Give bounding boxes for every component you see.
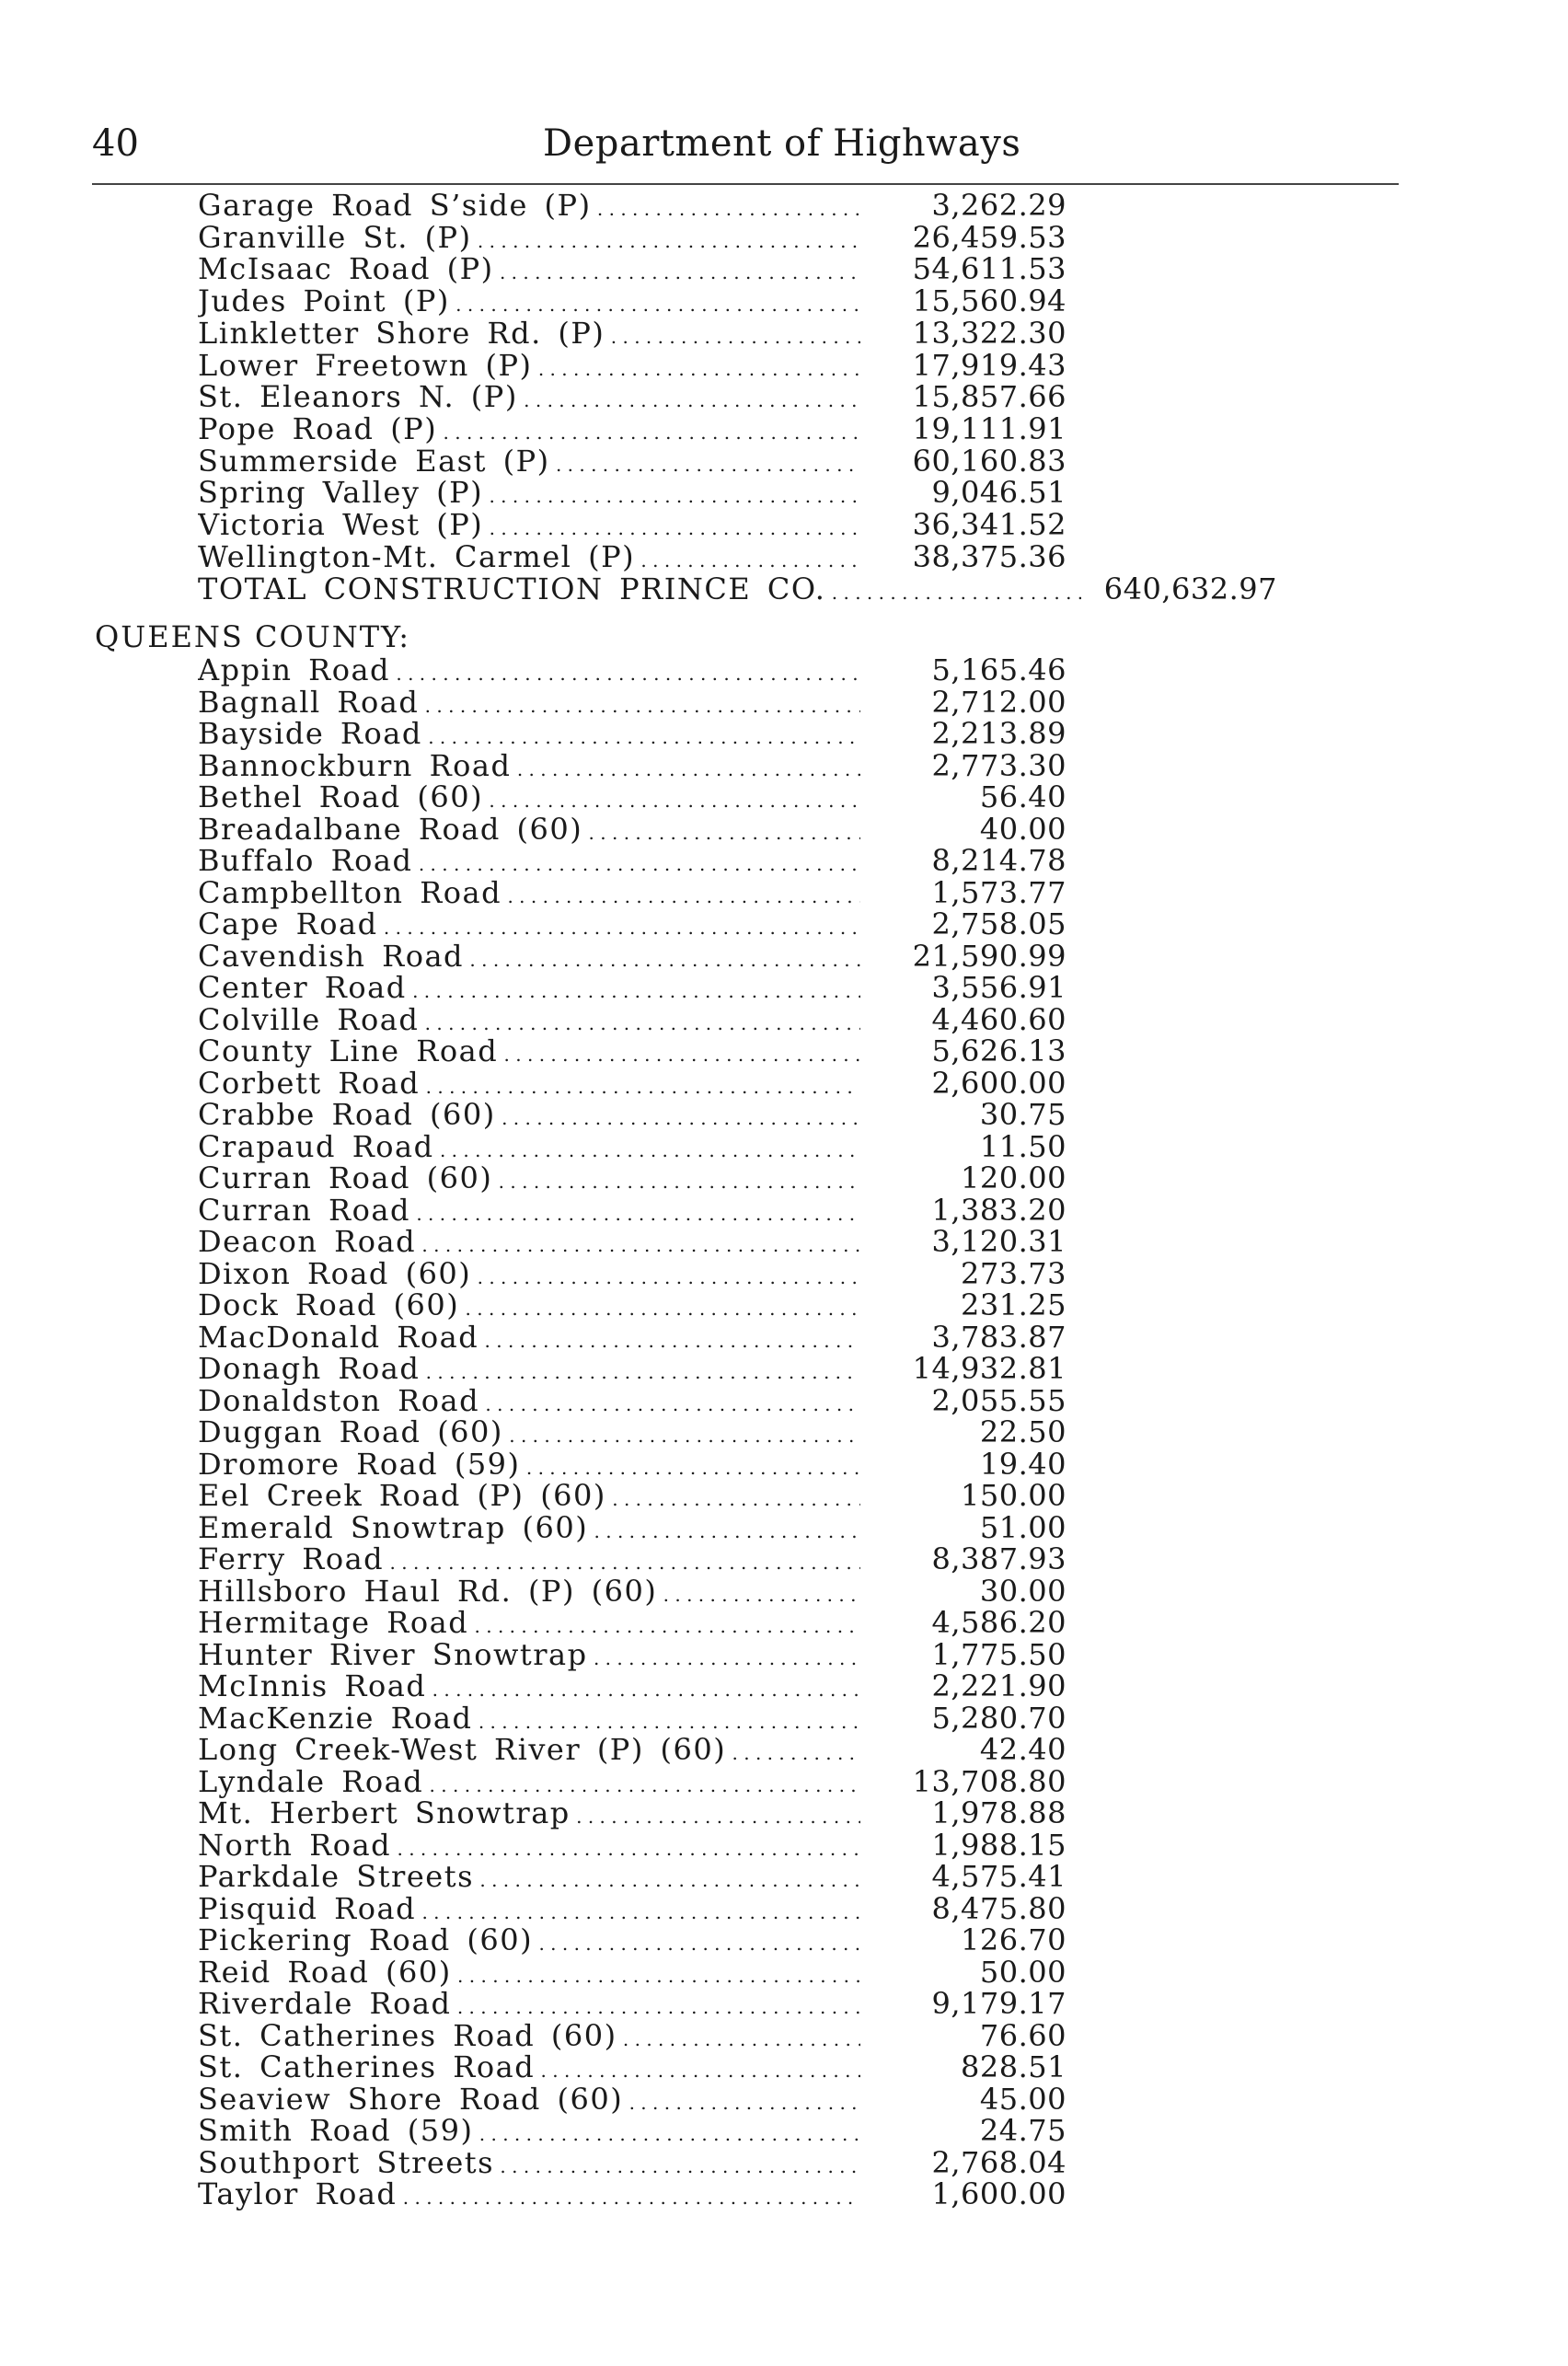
entry-row: [0, 2051, 1568, 2083]
entry-amount: 40.00: [979, 811, 1066, 847]
entry-row: [0, 1734, 1568, 1765]
entry-amount: 22.50: [979, 1414, 1066, 1449]
entry-row: [0, 938, 1568, 974]
entry-amount: 9,179.17: [931, 1986, 1066, 2021]
entry-row: [0, 1226, 1568, 1257]
entry-name: Campbellton Road . . .: [198, 877, 860, 912]
entry-row: [0, 2083, 1568, 2115]
entry-name: Long Creek-West River (P) (60) . . .: [198, 1734, 860, 1769]
entry-row: [0, 1797, 1568, 1829]
entry-row: [0, 1829, 1568, 1861]
entry-amount: 76.60: [979, 2017, 1066, 2053]
entry-row: [0, 1128, 1568, 1164]
entry-name: Victoria West (P) . . .: [198, 509, 860, 544]
entry-name: Curran Road . . .: [198, 1195, 860, 1229]
entry-amount: 38,375.36: [912, 538, 1066, 574]
entry-name: Buffalo Road . . .: [198, 845, 860, 880]
entry-name: McIsaac Road (P) . . .: [198, 253, 860, 288]
entry-amount: 54,611.53: [912, 251, 1066, 287]
entry-amount: 1,978.88: [931, 1795, 1066, 1830]
entry-amount: 2,768.04: [931, 2144, 1066, 2180]
entry-amount: 1,988.15: [931, 1827, 1066, 1863]
running-head-title: Department of Highways: [543, 122, 1021, 165]
entry-amount: 126.70: [961, 1922, 1066, 1957]
entry-name: Duggan Road (60) . . .: [198, 1416, 860, 1451]
entry-row: [0, 874, 1568, 910]
entry-row: [0, 1001, 1568, 1037]
entry-row: [0, 251, 1568, 287]
entry-amount: 15,560.94: [912, 283, 1066, 319]
entry-amount: 2,055.55: [931, 1382, 1066, 1418]
entry-row: [0, 1702, 1568, 1734]
entry-amount: 3,262.29: [931, 188, 1066, 223]
entry-row: [0, 1670, 1568, 1702]
entry-name: Linkletter Shore Rd. (P) . . .: [198, 317, 860, 352]
entry-row: [0, 538, 1568, 574]
entry-amount: 4,586.20: [931, 1605, 1066, 1640]
entry-row: [0, 747, 1568, 783]
entry-row: [0, 190, 1568, 221]
entry-name: MacKenzie Road . . .: [198, 1702, 860, 1737]
entry-row: [0, 811, 1568, 847]
entry-name: Smith Road (59) . . .: [198, 2115, 860, 2150]
entry-amount: 2,221.90: [931, 1668, 1066, 1703]
entry-amount: 9,046.51: [931, 475, 1066, 511]
entry-amount: 273.73: [961, 1255, 1066, 1291]
entry-name: Judes Point (P) . . .: [198, 285, 860, 320]
entry-name: Dixon Road (60) . . .: [198, 1258, 860, 1293]
entry-name: Garage Road S’side (P) . . .: [198, 190, 860, 225]
page-number: 40: [92, 122, 139, 165]
entry-amount: 8,475.80: [931, 1890, 1066, 1926]
entry-name: Hunter River Snowtrap . . .: [198, 1639, 860, 1674]
entry-amount: 24.75: [979, 2113, 1066, 2148]
entry-amount: 13,708.80: [912, 1763, 1066, 1799]
entry-row: [0, 1065, 1568, 1101]
entry-name: Crabbe Road (60) . . .: [198, 1099, 860, 1134]
entry-name: Reid Road (60) . . .: [198, 1956, 860, 1991]
entry-amount: 120.00: [961, 1160, 1066, 1195]
entry-row: [0, 475, 1568, 511]
entry-name: Lyndale Road . . .: [198, 1766, 860, 1801]
entry-amount: 45.00: [979, 2081, 1066, 2117]
entry-row: [0, 781, 1568, 813]
entry-row: [0, 908, 1568, 940]
entry-row: [0, 379, 1568, 415]
county-heading: QUEENS COUNTY:: [95, 619, 410, 654]
entry-row: [0, 1255, 1568, 1291]
entry-row: [0, 1416, 1568, 1448]
entry-row: [0, 1988, 1568, 2019]
entry-name: Bethel Road (60) . . .: [198, 781, 860, 816]
entry-name: Pope Road (P) . . .: [198, 413, 860, 448]
entry-amount: 2,712.00: [931, 684, 1066, 720]
entry-amount: 5,626.13: [931, 1033, 1066, 1068]
entry-name: Hermitage Road . . .: [198, 1607, 860, 1642]
entry-row: [0, 1956, 1568, 1988]
entry-name: Crapaud Road . . .: [198, 1131, 860, 1166]
entry-row: [0, 1543, 1568, 1575]
entry-row: [0, 1289, 1568, 1321]
entry-amount: 60,160.83: [912, 443, 1066, 479]
entry-name: Curran Road (60) . . .: [198, 1162, 860, 1197]
entry-row: [0, 845, 1568, 876]
entry-amount: 5,280.70: [931, 1700, 1066, 1736]
entry-amount: 19,111.91: [912, 410, 1066, 446]
entry-name: Donagh Road . . .: [198, 1353, 860, 1388]
entry-amount: 51.00: [979, 1509, 1066, 1545]
entry-row: [0, 1353, 1568, 1384]
entry-row: [0, 347, 1568, 383]
entry-amount: 1,775.50: [931, 1636, 1066, 1672]
entry-name: Spring Valley (P) . . .: [198, 477, 860, 512]
entry-row: [0, 219, 1568, 255]
entry-name: Colville Road . . .: [198, 1004, 860, 1039]
entry-row: [0, 1480, 1568, 1511]
entry-amount: 3,120.31: [931, 1224, 1066, 1259]
entry-name: Cape Road . . .: [198, 908, 860, 943]
entry-name: Seaview Shore Road (60) . . .: [198, 2083, 860, 2118]
entry-amount: 2,600.00: [931, 1065, 1066, 1101]
entry-amount: 26,459.53: [912, 219, 1066, 255]
entry-name: Corbett Road . . .: [198, 1068, 860, 1102]
entry-row: [0, 317, 1568, 349]
entry-name: Bagnall Road . . .: [198, 687, 860, 721]
entry-amount: 231.25: [961, 1287, 1066, 1322]
entry-amount: 30.75: [979, 1097, 1066, 1132]
entry-row: [0, 1035, 1568, 1067]
entry-amount: 2,773.30: [931, 747, 1066, 783]
entry-row: [0, 2178, 1568, 2210]
entry-row: [0, 2017, 1568, 2053]
entry-row: [0, 1607, 1568, 1638]
entry-name: MacDonald Road . . .: [198, 1321, 860, 1356]
entry-name: Center Road . . .: [198, 972, 860, 1007]
entry-row: [0, 972, 1568, 1003]
entry-amount: 2,758.05: [931, 906, 1066, 941]
entry-name: Donaldston Road . . .: [198, 1385, 860, 1420]
entry-row: [0, 1099, 1568, 1130]
entry-name: Taylor Road . . .: [198, 2178, 860, 2213]
entry-amount: 42.40: [979, 1732, 1066, 1767]
entry-name: McInnis Road . . .: [198, 1670, 860, 1705]
entry-row: [0, 1321, 1568, 1353]
entry-row: [0, 1763, 1568, 1799]
entry-name: Eel Creek Road (P) (60) . . .: [198, 1480, 860, 1515]
entry-name: Cavendish Road . . .: [198, 941, 860, 975]
entry-amount: 1,600.00: [931, 2176, 1066, 2211]
entry-amount: 19.40: [979, 1446, 1066, 1482]
entry-name: Mt. Herbert Snowtrap . . .: [198, 1797, 860, 1832]
entry-name: Wellington-Mt. Carmel (P) . . .: [198, 541, 860, 576]
entry-row: [0, 2115, 1568, 2146]
entry-name: Parkdale Streets . . .: [198, 1861, 860, 1896]
entry-amount: 4,575.41: [931, 1859, 1066, 1894]
entry-name: Deacon Road . . .: [198, 1226, 860, 1261]
entry-name: Ferry Road . . .: [198, 1543, 860, 1578]
entry-row: [0, 1509, 1568, 1545]
entry-name: Dromore Road (59) . . .: [198, 1448, 860, 1483]
entry-amount: 15,857.66: [912, 379, 1066, 415]
entry-amount: 1,573.77: [931, 874, 1066, 910]
entry-name: Appin Road . . .: [198, 654, 860, 689]
entry-amount: 30.00: [979, 1573, 1066, 1609]
entry-name: St. Eleanors N. (P) . . .: [198, 381, 860, 416]
entry-name: Southport Streets . . .: [198, 2147, 860, 2182]
entry-amount: 14,932.81: [912, 1351, 1066, 1386]
entry-amount: 3,556.91: [931, 970, 1066, 1005]
entry-name: Bannockburn Road . . .: [198, 750, 860, 785]
entry-name: Hillsboro Haul Rd. (P) (60) . . .: [198, 1575, 860, 1610]
entry-row: [0, 1162, 1568, 1194]
entry-row: [0, 684, 1568, 720]
entry-row: [0, 1890, 1568, 1926]
entry-row: [0, 1448, 1568, 1480]
entry-row: [0, 2144, 1568, 2180]
entry-row: [0, 1575, 1568, 1607]
entry-row: [0, 1636, 1568, 1672]
entry-name: Dock Road (60) . . .: [198, 1289, 860, 1324]
entry-amount: 17,919.43: [912, 347, 1066, 383]
total-label: TOTAL CONSTRUCTION PRINCE CO. . . .: [198, 573, 1081, 608]
entry-name: North Road . . .: [198, 1829, 860, 1864]
entry-amount: 8,214.78: [931, 843, 1066, 878]
entry-row: [0, 654, 1568, 686]
entry-amount: 4,460.60: [931, 1001, 1066, 1037]
entry-name: Breadalbane Road (60) . . .: [198, 814, 860, 848]
entry-row: [0, 1192, 1568, 1228]
entry-amount: 50.00: [979, 1954, 1066, 1990]
prince-total-row: [0, 573, 1568, 605]
entry-amount: 150.00: [961, 1478, 1066, 1513]
entry-name: Pisquid Road . . .: [198, 1893, 860, 1928]
entry-row: [0, 509, 1568, 540]
entry-amount: 5,165.46: [931, 652, 1066, 687]
entry-name: Pickering Road (60) . . .: [198, 1924, 860, 1959]
entry-amount: 828.51: [961, 2049, 1066, 2084]
entry-amount: 8,387.93: [931, 1541, 1066, 1576]
entry-name: County Line Road . . .: [198, 1035, 860, 1070]
entry-name: Bayside Road . . .: [198, 718, 860, 753]
entry-amount: 21,590.99: [912, 938, 1066, 974]
entry-name: Summerside East (P) . . .: [198, 445, 860, 480]
entry-amount: 1,383.20: [931, 1192, 1066, 1228]
total-amount: 640,632.97: [1103, 571, 1277, 606]
entry-row: [0, 1861, 1568, 1892]
entry-name: St. Catherines Road (60) . . .: [198, 2020, 860, 2055]
entry-amount: 2,213.89: [931, 716, 1066, 751]
entry-row: [0, 410, 1568, 446]
entry-row: [0, 1924, 1568, 1956]
entry-row: [0, 285, 1568, 317]
entry-amount: 3,783.87: [931, 1319, 1066, 1355]
entry-name: Lower Freetown (P) . . .: [198, 350, 860, 385]
entry-row: [0, 1382, 1568, 1418]
entry-name: Emerald Snowtrap (60) . . .: [198, 1512, 860, 1547]
entry-name: St. Catherines Road . . .: [198, 2051, 860, 2086]
entry-amount: 36,341.52: [912, 507, 1066, 542]
entry-row: [0, 718, 1568, 749]
entry-amount: 11.50: [979, 1128, 1066, 1164]
entry-amount: 13,322.30: [912, 315, 1066, 351]
entry-row: [0, 445, 1568, 477]
entry-name: Riverdale Road . . .: [198, 1988, 860, 2023]
header-rule: [92, 183, 1399, 185]
entry-amount: 56.40: [979, 779, 1066, 814]
entry-name: Granville St. (P) . . .: [198, 222, 860, 257]
